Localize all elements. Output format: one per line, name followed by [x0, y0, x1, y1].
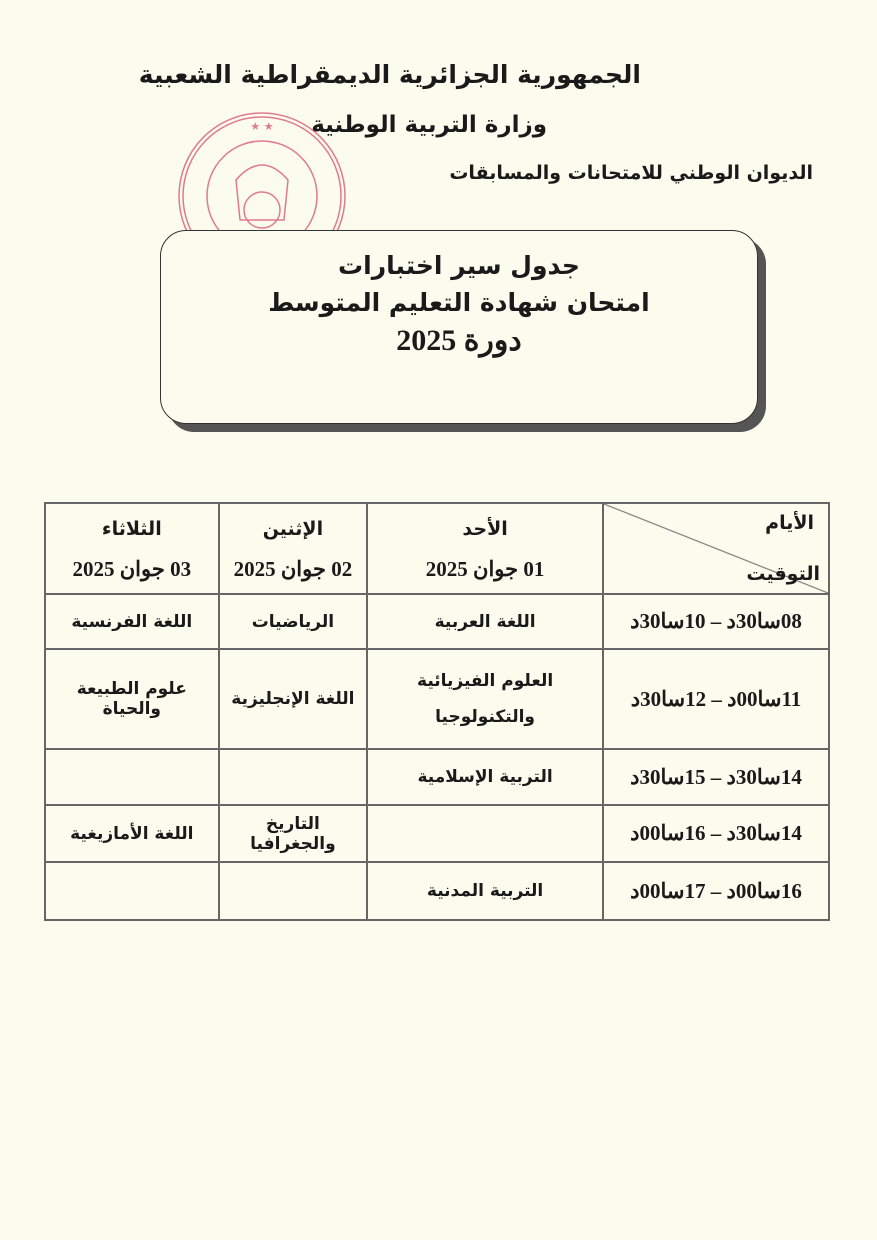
subject-cell	[367, 805, 603, 862]
title-line-exam: امتحان شهادة التعليم المتوسط	[268, 288, 650, 317]
day-date: 03 جوان 2025	[72, 556, 192, 581]
time-label: التوقيت	[746, 563, 820, 585]
subject-cell: التربية المدنية	[367, 862, 603, 920]
subject-cell: الرياضيات	[219, 594, 368, 649]
table-header-row	[45, 503, 829, 594]
subject-cell	[219, 862, 368, 920]
title-line-schedule: جدول سير اختبارات	[338, 251, 580, 280]
subject-cell: اللغة الفرنسية	[45, 594, 219, 649]
exam-schedule-table	[44, 502, 830, 921]
day-name: الإثنين	[262, 517, 324, 540]
time-slot: 14سا30د – 15سا30د	[603, 749, 829, 805]
day-name: الثلاثاء	[101, 517, 162, 540]
subject-cell: التربية الإسلامية	[367, 749, 603, 805]
subject-cell	[219, 749, 368, 805]
day-name: الأحد	[462, 517, 508, 540]
table-row	[45, 749, 829, 805]
day-date: 02 جوان 2025	[233, 556, 353, 581]
subject-cell: اللغة العربية	[367, 594, 603, 649]
day-header	[45, 503, 219, 594]
svg-text:★ ★: ★ ★	[250, 120, 274, 133]
time-slot: 08سا30د – 10سا30د	[603, 594, 829, 649]
subject-cell: علوم الطبيعة والحياة	[45, 649, 219, 749]
subject-cell: العلوم الفيزيائية والتكنولوجيا	[367, 649, 603, 749]
subject-cell: اللغة الإنجليزية	[219, 649, 368, 749]
time-slot: 11سا00د – 12سا30د	[603, 649, 829, 749]
title-line-session: دورة 2025	[396, 324, 522, 357]
title-box	[160, 230, 758, 424]
day-header	[367, 503, 603, 594]
time-slot: 14سا30د – 16سا00د	[603, 805, 829, 862]
subject-cell	[45, 862, 219, 920]
table-row	[45, 862, 829, 920]
subject-cell: التاريخ والجغرافيا	[219, 805, 368, 862]
table-row	[45, 805, 829, 862]
ministry-name: وزارة التربية الوطنية	[311, 112, 547, 138]
day-header	[219, 503, 368, 594]
table-row	[45, 594, 829, 649]
subject-cell: اللغة الأمازيغية	[45, 805, 219, 862]
republic-name: الجمهورية الجزائرية الديمقراطية الشعبية	[138, 60, 641, 89]
table-row	[45, 649, 829, 749]
days-label: الأيام	[765, 512, 814, 534]
subject-cell	[45, 749, 219, 805]
day-date: 01 جوان 2025	[425, 556, 545, 581]
time-slot: 16سا00د – 17سا00د	[603, 862, 829, 920]
corner-cell	[603, 503, 829, 594]
office-name: الديوان الوطني للامتحانات والمسابقات	[449, 162, 813, 184]
